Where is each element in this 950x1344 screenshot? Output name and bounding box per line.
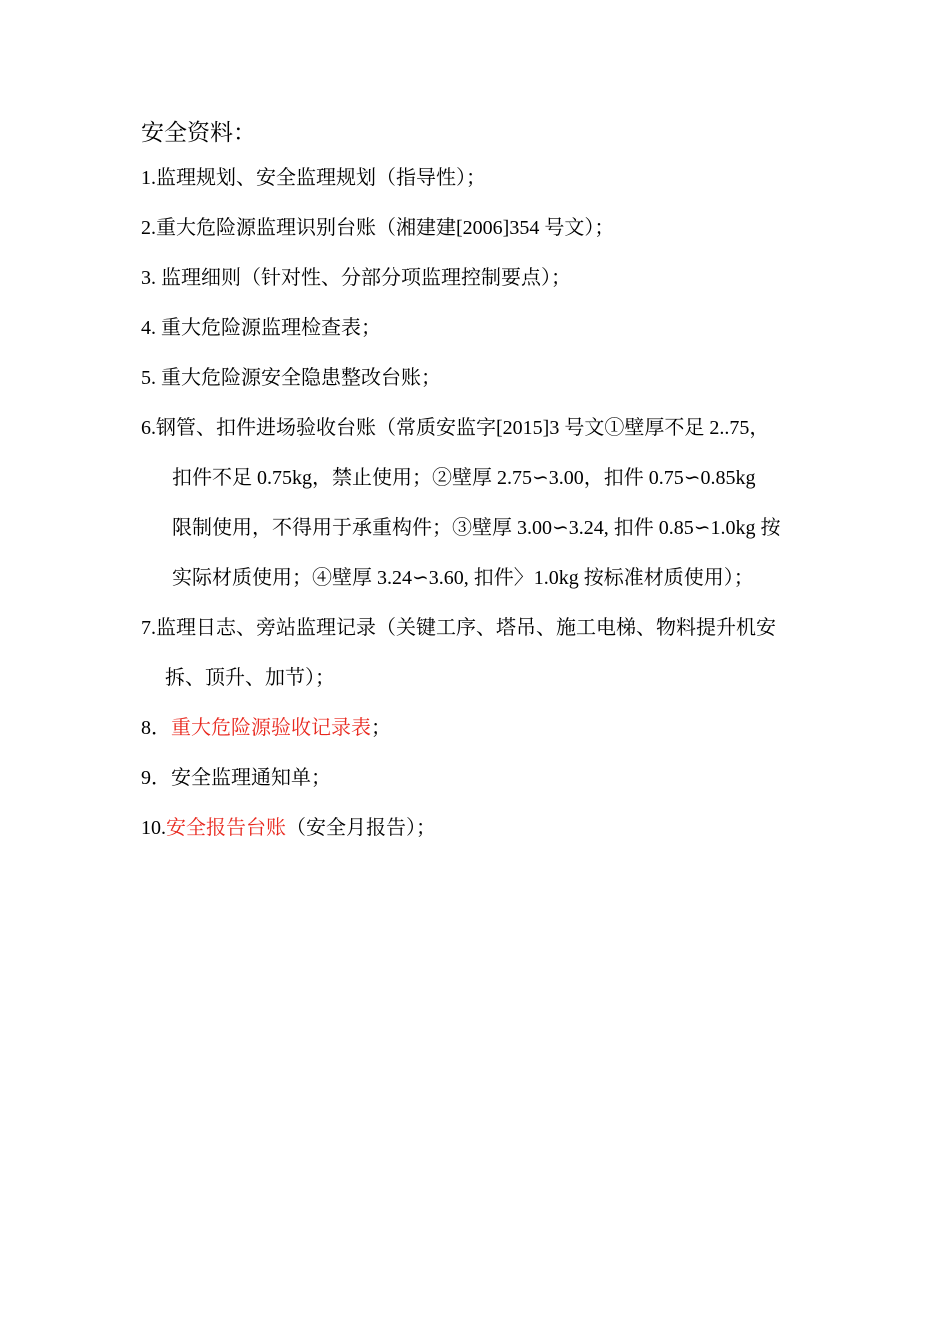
list-item-10 bbox=[141, 808, 436, 848]
list-item-5: 5. 重大危险源安全隐患整改台账； bbox=[141, 367, 441, 389]
list-item-7-line-1: 7.监理日志、旁站监理记录（关键工序、塔吊、施工电梯、物料提升机安 bbox=[141, 617, 776, 639]
list-item-4: 4. 重大危险源监理检查表； bbox=[141, 317, 381, 339]
list-item-8-highlight: 重大危险源验收记录表 bbox=[171, 717, 371, 739]
list-item-6-line-1: 6.钢管、扣件进场验收台账（常质安监字[2015]3 号文①壁厚不足 2..75， bbox=[141, 417, 770, 439]
list-item-6-line-2: 扣件不足 0.75kg，禁止使用；②壁厚 2.75∽3.00，扣件 0.75∽0.85kg bbox=[172, 467, 756, 489]
list-item-6-line-4: 实际材质使用；④壁厚 3.24∽3.60, 扣件〉1.0kg 按标准材质使用）； bbox=[172, 567, 754, 589]
list-item-2: 2.重大危险源监理识别台账（湘建建[2006]354 号文）； bbox=[141, 217, 615, 239]
list-item-10-number: 10. bbox=[141, 817, 166, 839]
list-item-9: 9．安全监理通知单； bbox=[141, 767, 331, 789]
list-item-8-suffix: ； bbox=[371, 717, 391, 739]
list-item-8 bbox=[141, 708, 391, 748]
list-item-10-highlight: 安全报告台账 bbox=[166, 817, 286, 839]
list-item-1: 1.监理规划、安全监理规划（指导性）； bbox=[141, 167, 486, 189]
list-item-8-number: 8． bbox=[141, 717, 171, 739]
list-item-6-line-3: 限制使用，不得用于承重构件；③壁厚 3.00∽3.24, 扣件 0.85∽1.0kg 按 bbox=[172, 517, 781, 539]
list-item-10-suffix: （安全月报告）； bbox=[286, 817, 436, 839]
document-heading: 安全资料： bbox=[141, 120, 256, 145]
list-item-7-line-2: 拆、顶升、加节）； bbox=[165, 667, 335, 689]
list-item-3: 3. 监理细则（针对性、分部分项监理控制要点）； bbox=[141, 267, 571, 289]
